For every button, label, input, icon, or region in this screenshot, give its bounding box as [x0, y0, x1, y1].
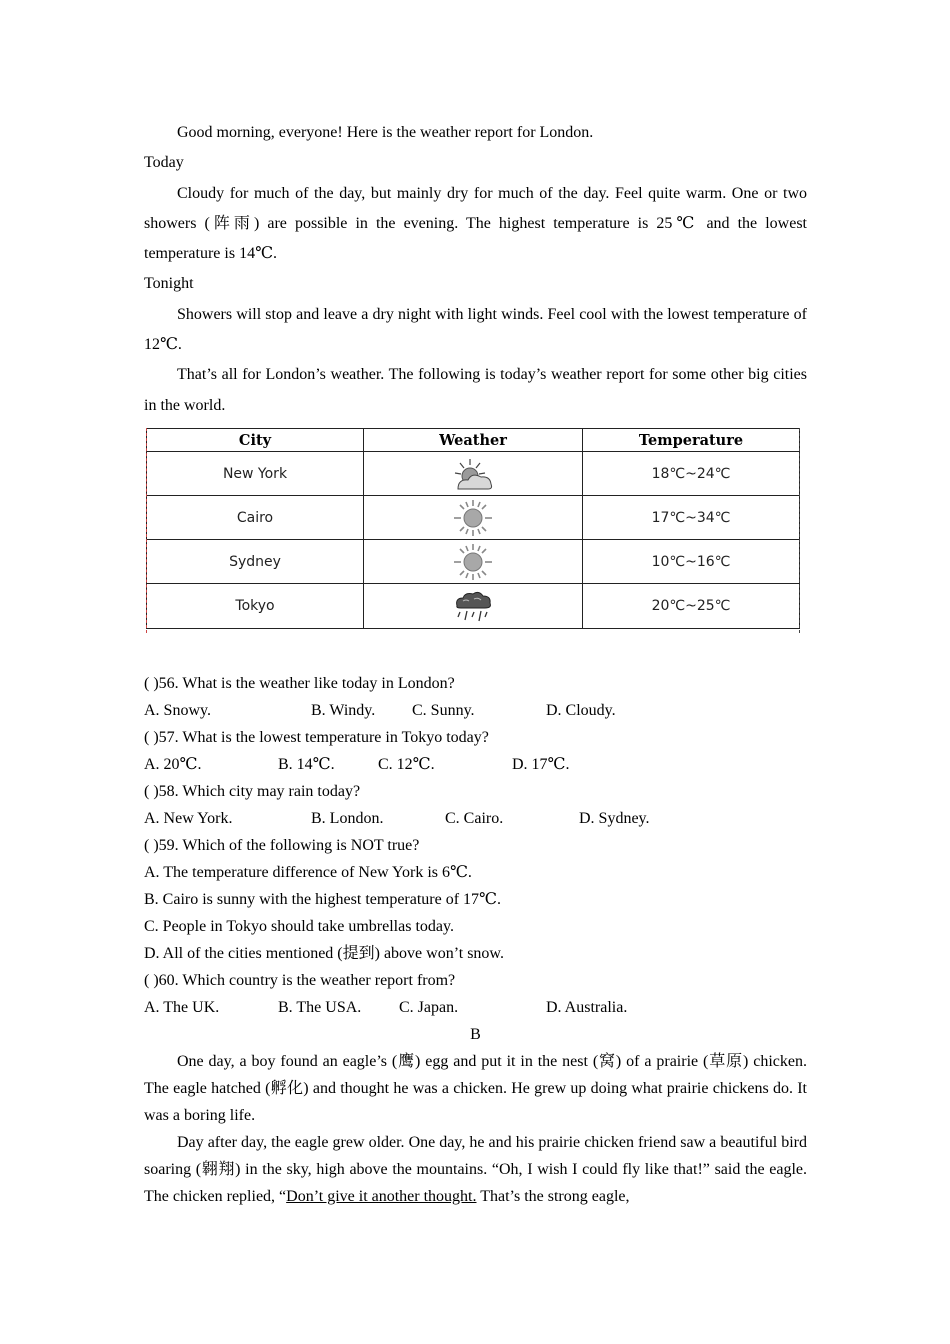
option-a: A. Snowy. — [144, 702, 211, 719]
rain-cloud-icon — [452, 589, 494, 623]
section-b-label: B — [470, 1026, 481, 1043]
option-a: A. The temperature difference of New York is 6℃. — [144, 864, 472, 881]
tonight-heading: Tonight — [144, 275, 194, 293]
question-stem: 59. Which of the following is NOT true? — [158, 837, 420, 854]
header-weather: Weather — [364, 429, 583, 452]
sunny-icon — [453, 499, 493, 537]
option-b: B. The USA. — [278, 999, 362, 1016]
today-paragraph: Cloudy for much of the day, but mainly dry for much of the day. Feel quite warm. One or two showers (阵雨) are possible in the evening. The highest temperature is 25℃ and the lowest temperature is 14℃. — [144, 184, 807, 263]
option-d: D. 17℃. — [512, 756, 570, 773]
options-57 — [144, 751, 807, 778]
option-b: B. London. — [311, 810, 384, 827]
passage-b-paragraph-2 — [144, 1129, 807, 1210]
answer-blank[interactable]: ( ) — [144, 729, 159, 746]
answer-blank[interactable]: ( ) — [144, 837, 159, 854]
weather-table-container — [146, 428, 800, 633]
table-left-edge — [146, 428, 148, 633]
option-c: C. Sunny. — [412, 702, 475, 719]
questions-section — [144, 670, 807, 1210]
option-b: B. 14℃. — [278, 756, 335, 773]
weather-cell — [364, 496, 583, 540]
header-temperature: Temperature — [583, 429, 800, 452]
underlined-phrase: Don’t give it another thought. — [286, 1188, 477, 1205]
option-b: B. Cairo is sunny with the highest temperature of 17℃. — [144, 891, 501, 908]
city-cell: New York — [147, 452, 364, 496]
passage-b-paragraph-1: One day, a boy found an eagle’s (鹰) egg and put it in the nest (窝) of a prairie (草原) chicken. The eagle hatched (孵化) and thought he was a chicken. He grew up doing what prairie chickens do. It was a boring life. — [144, 1053, 807, 1124]
option-c: C. Japan. — [399, 999, 459, 1016]
option-b: B. Windy. — [311, 702, 376, 719]
weather-table — [146, 428, 800, 629]
question-stem: 58. Which city may rain today? — [158, 783, 361, 800]
tonight-paragraph: Showers will stop and leave a dry night with light winds. Feel cool with the lowest temperature of 12℃. — [144, 305, 807, 354]
temperature-cell: 18℃~24℃ — [583, 452, 800, 496]
header-city: City — [147, 429, 364, 452]
temperature-cell: 17℃~34℃ — [583, 496, 800, 540]
option-c: C. People in Tokyo should take umbrellas today. — [144, 918, 454, 935]
question-60 — [144, 967, 807, 994]
answer-blank[interactable]: ( ) — [144, 675, 159, 692]
table-row — [147, 496, 800, 540]
weather-cell — [364, 452, 583, 496]
options-56 — [144, 697, 807, 724]
outro-paragraph: That’s all for London’s weather. The following is today’s weather report for some other big cities in the world. — [144, 366, 807, 414]
option-a: A. 20℃. — [144, 756, 202, 773]
answer-blank[interactable]: ( ) — [144, 972, 159, 989]
temperature-cell: 10℃~16℃ — [583, 540, 800, 584]
option-c: C. 12℃. — [378, 756, 435, 773]
option-a: A. The UK. — [144, 999, 220, 1016]
city-cell: Cairo — [147, 496, 364, 540]
sunny-icon — [453, 543, 493, 581]
paragraph-2-end: That’s the strong eagle, — [476, 1188, 630, 1205]
table-row — [147, 584, 800, 629]
table-row — [147, 452, 800, 496]
answer-blank[interactable]: ( ) — [144, 783, 159, 800]
options-60 — [144, 994, 807, 1021]
table-row — [147, 540, 800, 584]
question-58 — [144, 778, 807, 805]
temperature-cell: 20℃~25℃ — [583, 584, 800, 629]
table-right-edge — [798, 428, 800, 633]
option-d: D. Cloudy. — [546, 702, 616, 719]
option-c: C. Cairo. — [445, 810, 504, 827]
option-a: A. New York. — [144, 810, 233, 827]
question-57 — [144, 724, 807, 751]
table-header-row — [147, 429, 800, 452]
city-cell: Sydney — [147, 540, 364, 584]
today-heading: Today — [144, 154, 184, 172]
weather-cell — [364, 540, 583, 584]
weather-cell — [364, 584, 583, 629]
option-d: D. Sydney. — [579, 810, 650, 827]
option-d: D. All of the cities mentioned (提到) above won’t snow. — [144, 945, 504, 962]
question-59 — [144, 832, 807, 859]
partly-cloudy-icon — [452, 457, 494, 491]
city-cell: Tokyo — [147, 584, 364, 629]
intro-paragraph: Good morning, everyone! Here is the weather report for London. — [177, 124, 594, 141]
paragraph-2-start: Day after day, the eagle grew older. One day, he and his prairie chicken friend saw a beautiful bird soaring (翱翔) in the sky, high above the mountains. “Oh, I wish I could fly like that!” said the eagle. The chicken replied, “ — [144, 1134, 807, 1205]
options-58 — [144, 805, 807, 832]
question-stem: 57. What is the lowest temperature in Tokyo today? — [158, 729, 489, 746]
question-stem: 56. What is the weather like today in London? — [158, 675, 455, 692]
question-56 — [144, 670, 807, 697]
passage-a — [144, 118, 807, 421]
option-d: D. Australia. — [546, 999, 628, 1016]
question-stem: 60. Which country is the weather report from? — [158, 972, 456, 989]
